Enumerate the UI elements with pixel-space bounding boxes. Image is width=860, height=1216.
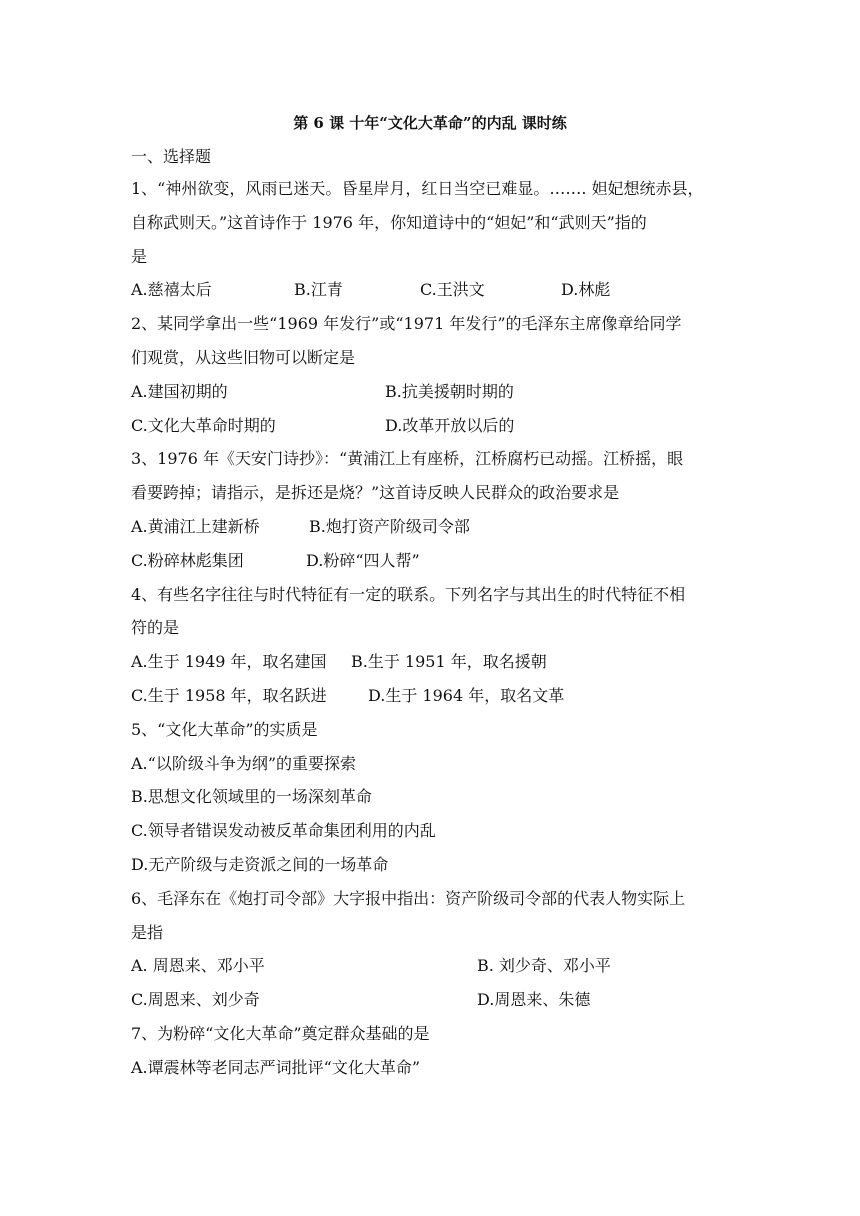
question-5-option-a: A.“以阶级斗争为纲”的重要探索 [131,753,357,773]
question-7-option-a: A.谭震林等老同志严词批评“文化大革命” [131,1057,421,1077]
question-3-option-a: A.黄浦江上建新桥 [131,516,260,536]
question-4-options-row-2 [131,684,731,718]
question-5-stem-line-1: 5、“文化大革命”的实质是 [131,719,318,739]
question-3-options-row-2 [131,549,731,583]
question-3-option-d: D.粉碎“四人帮” [306,550,420,570]
question-6-option-d: D.周恩来、朱德 [477,990,591,1010]
question-4-option-d: D.生于 1964 年，取名文革 [368,685,565,705]
question-2-option-d: D.改革开放以后的 [385,415,515,435]
question-2-options-row-1 [131,380,731,414]
question-2-stem-line-2: 们观赏，从这些旧物可以断定是 [131,347,356,367]
question-5-option-b: B.思想文化领域里的一场深刻革命 [131,787,372,807]
question-7-stem-line-1: 7、为粉碎“文化大革命”奠定群众基础的是 [131,1023,430,1043]
question-6-option-b: B. 刘少奇、邓小平 [477,956,611,976]
question-1-stem-line-3: 是 [131,246,148,266]
question-3-option-b: B.炮打资产阶级司令部 [309,516,470,536]
question-6-stem-line-2: 是指 [131,922,164,942]
question-4-stem-line-2: 符的是 [131,618,180,638]
question-1-option-c: C.王洪文 [420,280,485,300]
question-1-option-b: B.江青 [294,280,343,300]
question-3-stem-line-2: 看要跨掉；请指示，是拆还是烧？”这首诗反映人民群众的政治要求是 [131,483,620,503]
question-6-options-row-1 [131,954,731,988]
question-3-option-c: C.粉碎林彪集团 [131,550,244,570]
question-4-stem-line-1: 4、有些名字往往与时代特征有一定的联系。下列名字与其出生的时代特征不相 [131,584,686,604]
question-1-options [131,278,731,312]
question-5-option-d: D.无产阶级与走资派之间的一场革命 [131,854,389,874]
question-6-option-c: C.周恩来、刘少奇 [131,990,260,1010]
question-1-option-a: A.慈禧太后 [131,280,212,300]
question-6-stem-line-1: 6、毛泽东在《炮打司令部》大字报中指出：资产阶级司令部的代表人物实际上 [131,888,686,908]
question-5-option-c: C.领导者错误发动被反革命集团利用的内乱 [131,821,436,841]
question-1-stem-line-2: 自称武则天。”这首诗作于 1976 年，你知道诗中的“妲妃”和“武则天”指的 [131,212,647,232]
question-4-option-b: B.生于 1951 年，取名援朝 [351,652,547,672]
question-list [131,177,731,1090]
question-2-option-a: A.建国初期的 [131,381,228,401]
question-2-option-b: B.抗美援朝时期的 [385,381,514,401]
question-2-option-c: C.文化大革命时期的 [131,415,276,435]
question-3-stem-line-1: 3、1976 年《天安门诗抄》：“黄浦江上有座桥，江桥腐朽已动摇。江桥摇，眼 [131,449,684,469]
question-4-option-a: A.生于 1949 年，取名建国 [131,652,327,672]
question-6-options-row-2 [131,988,731,1022]
question-2-options-row-2 [131,414,731,448]
question-6-option-a: A. 周恩来、邓小平 [131,956,265,976]
question-3-options-row-1 [131,515,731,549]
question-4-option-c: C.生于 1958 年，取名跃进 [131,685,327,705]
question-4-options-row-1 [131,650,731,684]
question-1-stem-line-1: 1、“神州欲变，风雨已迷天。昏星岸月，红日当空已难显。……. 妲妃想统赤县， [131,179,704,198]
section-heading: 一、选择题 [131,147,212,166]
document-title: 第 6 课 十年“文化大革命”的内乱 课时练 [293,114,567,132]
question-1-option-d: D.林彪 [561,280,611,300]
question-2-stem-line-1: 2、某同学拿出一些“1969 年发行”或“1971 年发行”的毛泽东主席像章给同学 [131,314,682,334]
